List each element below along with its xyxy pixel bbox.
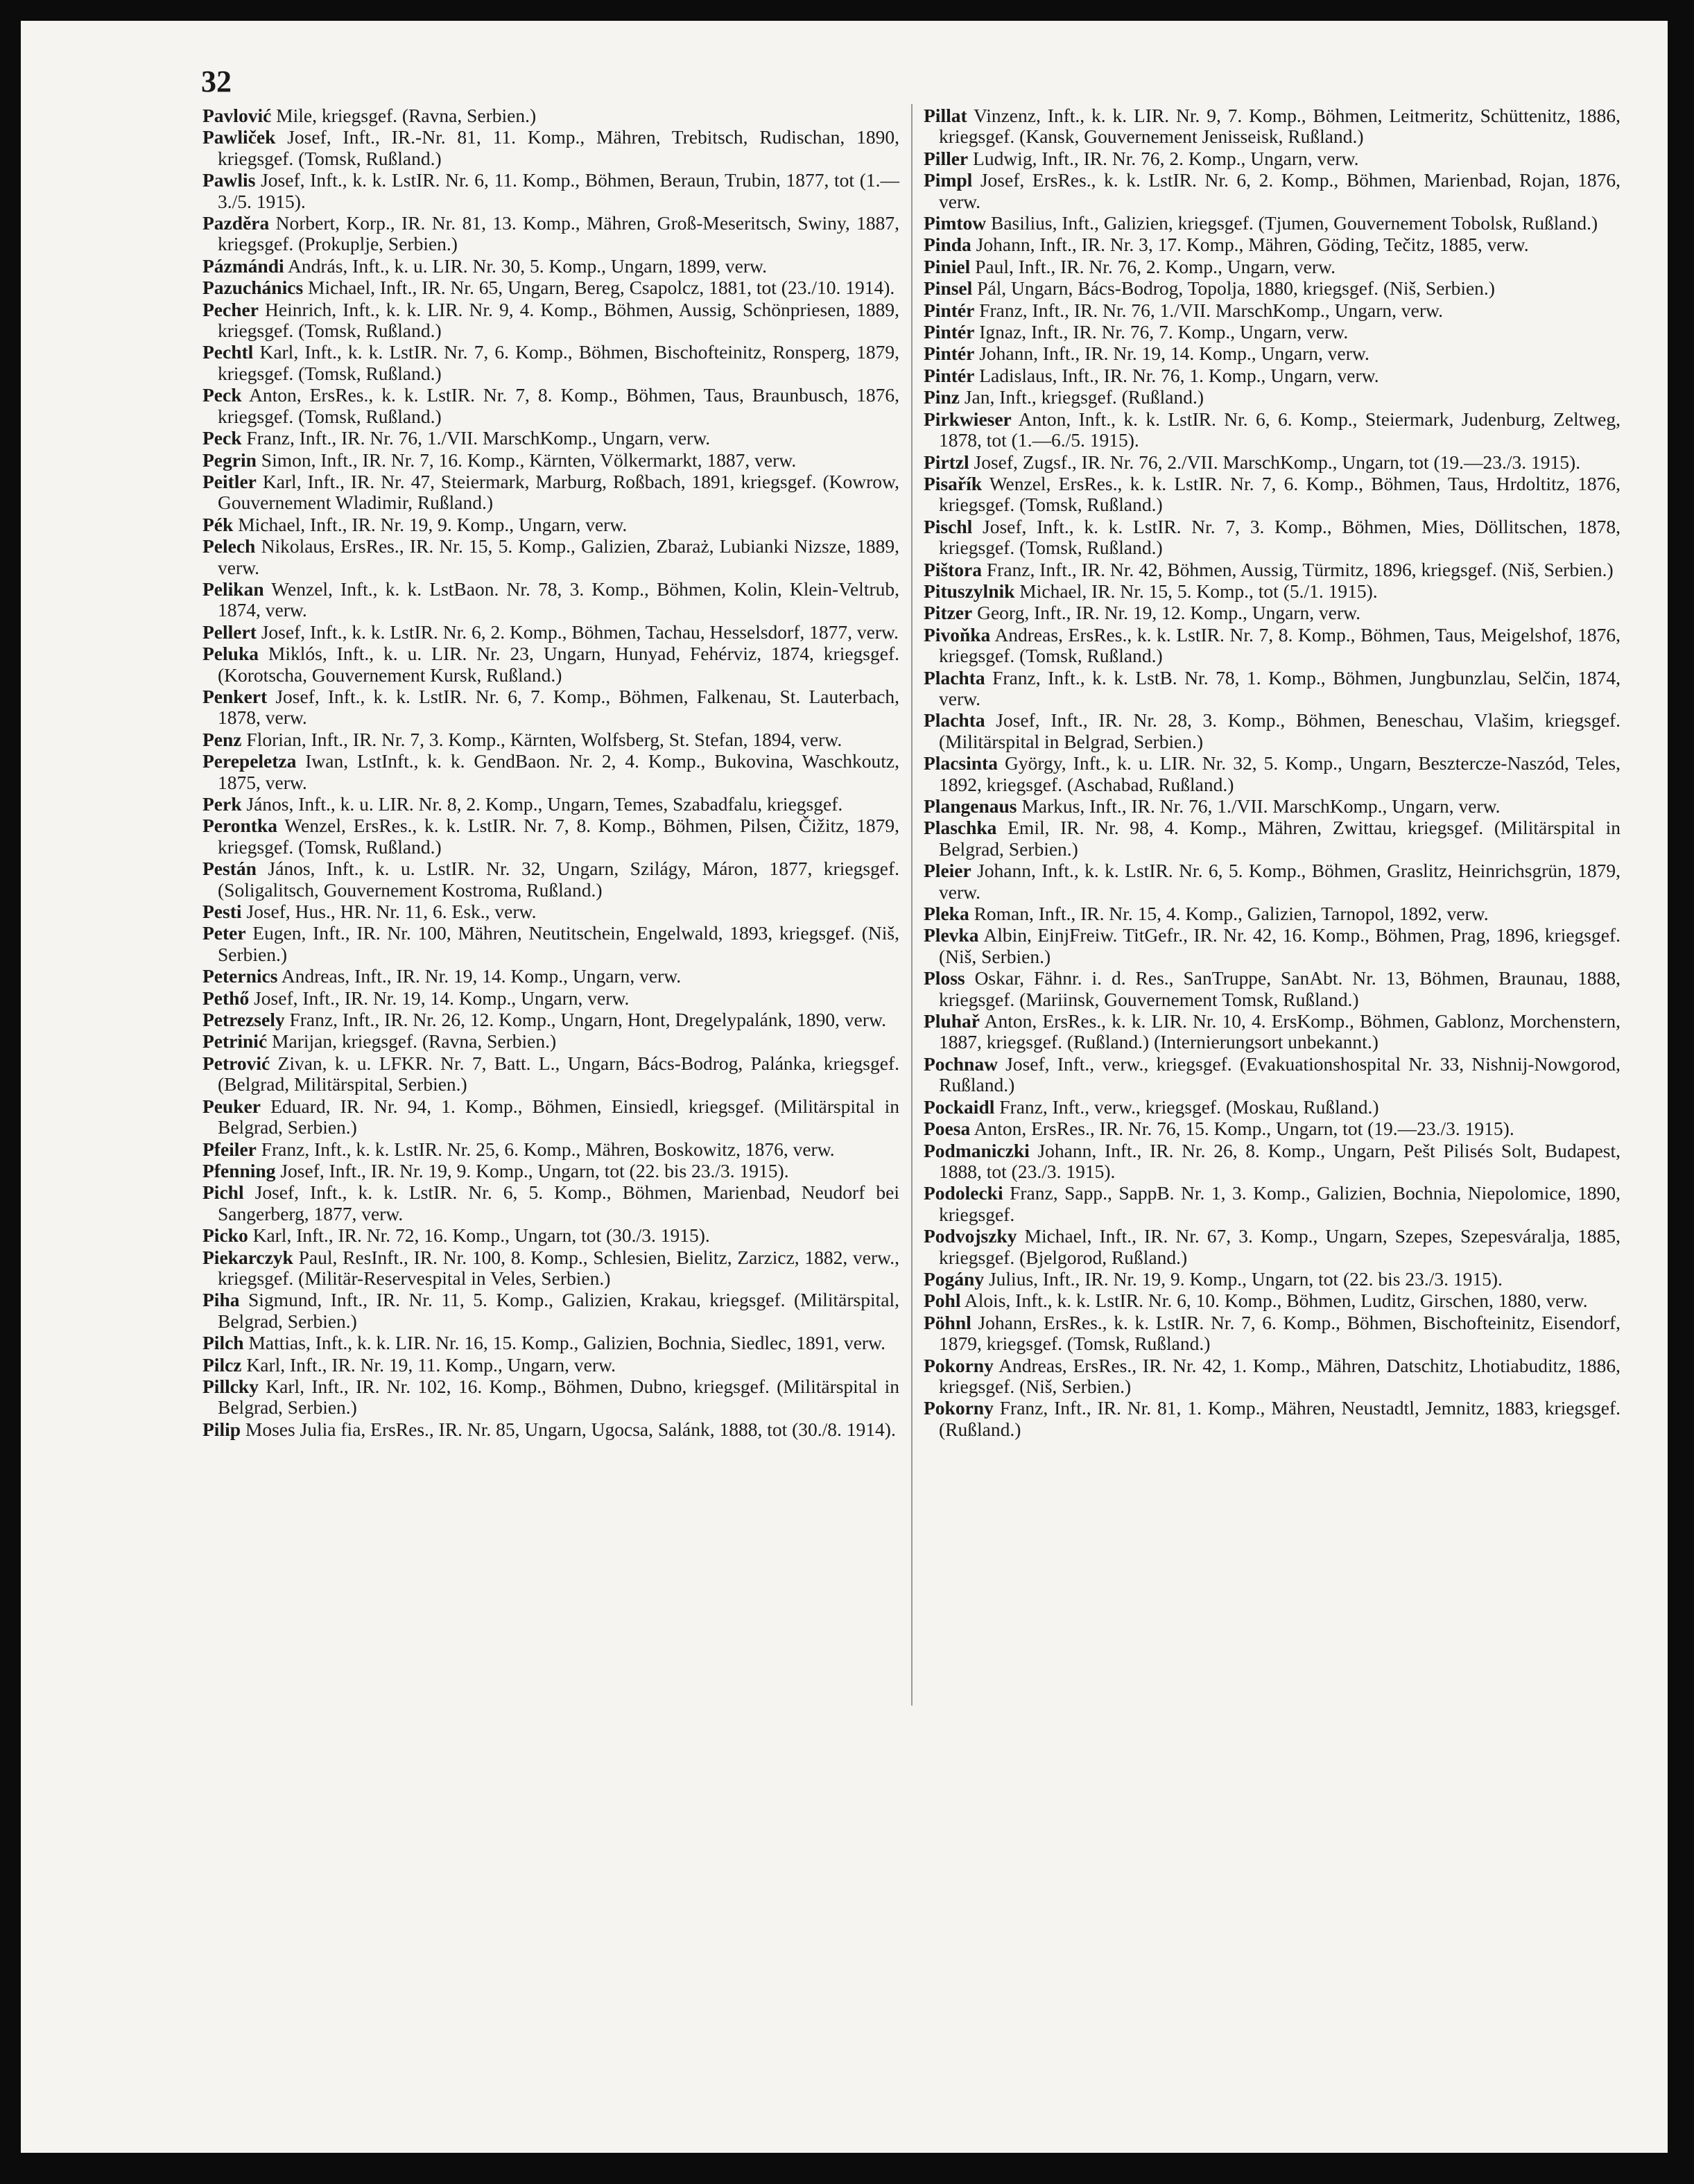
entry-details: Franz, Inft., k. k. LstB. Nr. 78, 1. Komp., Böhmen, Jungbunzlau, Selčin, 1874, verw. <box>939 666 1621 709</box>
list-entry <box>924 387 1620 408</box>
entry-surname: Petrezsely <box>202 1009 285 1031</box>
list-entry <box>924 710 1620 752</box>
list-entry <box>202 256 899 277</box>
entry-details: Josef, Inft., k. k. LstIR. Nr. 7, 3. Komp., Böhmen, Mies, Döllitschen, 1878, kriegsgef. (Tomsk, Rußland.) <box>939 515 1620 559</box>
entry-surname: Pochnaw <box>924 1052 998 1075</box>
entry-surname: Pelikan <box>202 578 264 600</box>
entry-details: Johann, Inft., IR. Nr. 26, 8. Komp., Ungarn, Pešt Pilisés Solt, Budapest, 1888, tot (23./3. 1915). <box>939 1139 1621 1182</box>
entry-surname: Pištora <box>924 558 983 580</box>
entry-surname: Pleier <box>924 860 971 882</box>
entry-details: Franz, Inft., IR. Nr. 81, 1. Komp., Mähren, Neustadtl, Jemnitz, 1883, kriegsgef. (Rußland.) <box>939 1397 1621 1440</box>
entry-details: Johann, Inft., IR. Nr. 3, 17. Komp., Mähren, Göding, Tečitz, 1885, verw. <box>976 234 1529 256</box>
entry-surname: Pellert <box>202 621 257 643</box>
entry-surname: Pazděra <box>202 212 270 234</box>
list-entry <box>202 794 899 815</box>
list-entry <box>924 1312 1620 1355</box>
entry-details: Johann, Inft., IR. Nr. 19, 14. Komp., Ungarn, verw. <box>979 343 1369 365</box>
entry-details: János, Inft., k. u. LstIR. Nr. 32, Ungarn, Szilágy, Máron, 1877, kriegsgef. (Soligalitsch, Gouvernement Kostroma, Rußland.) <box>218 858 900 901</box>
list-entry <box>202 751 899 793</box>
entry-surname: Petrinić <box>202 1030 268 1052</box>
entry-surname: Piha <box>202 1289 240 1311</box>
list-entry <box>924 860 1620 903</box>
entry-surname: Podvojszky <box>924 1225 1017 1247</box>
entry-details: Ludwig, Inft., IR. Nr. 76, 2. Komp., Ungarn, verw. <box>973 147 1359 169</box>
entry-surname: Pirkwieser <box>924 408 1012 430</box>
list-entry <box>924 1097 1620 1118</box>
list-entry <box>924 1398 1620 1440</box>
entry-surname: Pimpl <box>924 169 973 191</box>
entry-surname: Peck <box>202 384 242 406</box>
entry-details: Mattias, Inft., k. k. LIR. Nr. 16, 15. Komp., Galizien, Bochnia, Siedlec, 1891, verw. <box>248 1332 886 1354</box>
entry-details: Markus, Inft., IR. Nr. 76, 1./VII. MarschKomp., Ungarn, verw. <box>1021 795 1501 817</box>
list-entry <box>924 365 1620 386</box>
entry-surname: Pegrin <box>202 449 257 471</box>
entry-details: Josef, Hus., HR. Nr. 11, 6. Esk., verw. <box>246 901 537 923</box>
list-entry <box>202 127 899 169</box>
entry-surname: Pechtl <box>202 341 254 363</box>
entry-details: Georg, Inft., IR. Nr. 19, 12. Komp., Ungarn, verw. <box>977 602 1361 624</box>
entry-details: Johann, Inft., k. k. LstIR. Nr. 6, 5. Komp., Böhmen, Graslitz, Heinrichsgrün, 1879, verw. <box>939 860 1620 903</box>
entry-surname: Perepeletza <box>202 750 297 772</box>
entry-details: Josef, Zugsf., IR. Nr. 76, 2./VII. MarschKomp., Ungarn, tot (19.—23./3. 1915). <box>974 451 1581 473</box>
list-entry <box>924 409 1620 451</box>
entry-details: Oskar, Fähnr. i. d. Res., SanTruppe, SanAbt. Nr. 13, Böhmen, Braunau, 1888, kriegsgef. (Mariinsk, Gouvernement Tomsk, Rußland.) <box>939 967 1620 1010</box>
list-entry <box>202 686 899 729</box>
entry-details: Josef, Inft., verw., kriegsgef. (Evakuationshospital Nr. 33, Nishnij-Nowgorod, Rußland.) <box>939 1052 1620 1096</box>
list-entry <box>924 1269 1620 1290</box>
entry-details: Franz, Sapp., SappB. Nr. 1, 3. Komp., Galizien, Bochnia, Niepolomice, 1890, kriegsgef. <box>939 1182 1620 1225</box>
entry-surname: Penz <box>202 728 242 750</box>
entry-details: Anton, ErsRes., IR. Nr. 76, 15. Komp., Ungarn, tot (19.—23./3. 1915). <box>974 1118 1514 1140</box>
entry-details: Heinrich, Inft., k. k. LIR. Nr. 9, 4. Komp., Böhmen, Aussig, Schönpriesen, 1889, kriegsgef. (Tomsk, Rußland.) <box>218 298 900 342</box>
list-entry <box>924 517 1620 559</box>
list-entry <box>202 622 899 643</box>
list-entry <box>924 925 1620 967</box>
list-entry <box>924 1226 1620 1268</box>
entry-surname: Perk <box>202 793 242 815</box>
entry-surname: Pimtow <box>924 212 987 234</box>
entry-surname: Petrović <box>202 1052 270 1074</box>
list-entry <box>202 858 899 901</box>
list-entry <box>202 428 899 449</box>
entry-details: Paul, Inft., IR. Nr. 76, 2. Komp., Ungarn, verw. <box>975 255 1336 277</box>
list-entry <box>924 474 1620 516</box>
entry-surname: Pawlis <box>202 169 256 191</box>
list-entry <box>924 1183 1620 1225</box>
entry-details: Ladislaus, Inft., IR. Nr. 76, 1. Komp., Ungarn, verw. <box>979 364 1379 386</box>
list-entry <box>202 300 899 342</box>
list-entry <box>202 105 899 126</box>
list-entry <box>202 901 899 922</box>
entry-details: Sigmund, Inft., IR. Nr. 11, 5. Komp., Galizien, Krakau, kriegsgef. (Militärspital, Belgrad, Serbien.) <box>218 1289 899 1332</box>
entry-details: Nikolaus, ErsRes., IR. Nr. 15, 5. Komp., Galizien, Zbaraż, Lubianki Nizsze, 1889, verw. <box>218 535 900 578</box>
list-entry <box>924 668 1620 710</box>
list-entry <box>924 257 1620 277</box>
list-entry <box>924 903 1620 924</box>
entry-details: Anton, ErsRes., k. k. LstIR. Nr. 7, 8. Komp., Böhmen, Taus, Braunbusch, 1876, kriegsgef. (Tomsk, Rußland.) <box>218 384 900 427</box>
entry-details: Andreas, ErsRes., k. k. LstIR. Nr. 7, 8. Komp., Böhmen, Taus, Meigelshof, 1876, kriegsgef. (Tomsk, Rußland.) <box>939 623 1620 667</box>
entry-details: Norbert, Korp., IR. Nr. 81, 13. Komp., Mähren, Groß-Meseritsch, Swiny, 1887, kriegsgef. (Prokuplje, Serbien.) <box>218 212 900 255</box>
list-entry <box>202 643 899 686</box>
entry-details: Josef, Inft., IR. Nr. 19, 9. Komp., Ungarn, tot (22. bis 23./3. 1915). <box>280 1159 789 1181</box>
entry-surname: Plachta <box>924 666 985 688</box>
list-entry <box>924 1141 1620 1183</box>
entry-details: Iwan, LstInft., k. k. GendBaon. Nr. 2, 4. Komp., Bukovina, Waschkoutz, 1875, verw. <box>218 750 899 793</box>
entry-details: Franz, Inft., IR. Nr. 76, 1./VII. MarschKomp., Ungarn, verw. <box>979 299 1443 321</box>
list-entry <box>924 581 1620 602</box>
entry-surname: Peternics <box>202 965 278 987</box>
entry-details: Jan, Inft., kriegsgef. (Rußland.) <box>964 386 1204 408</box>
list-entry <box>924 1118 1620 1139</box>
entry-details: Josef, Inft., k. k. LstIR. Nr. 6, 2. Komp., Böhmen, Tachau, Hesselsdorf, 1877, verw. <box>261 621 899 643</box>
entry-details: Karl, Inft., k. k. LstIR. Nr. 7, 6. Komp., Böhmen, Bischofteinitz, Ronsperg, 1879, kriegsgef. (Tomsk, Rußland.) <box>218 341 899 384</box>
entry-surname: Piniel <box>924 255 971 277</box>
entry-surname: Pintér <box>924 321 975 343</box>
entry-details: János, Inft., k. u. LIR. Nr. 8, 2. Komp., Ungarn, Temes, Szabadfalu, kriegsgef. <box>246 793 843 815</box>
entry-surname: Placsinta <box>924 752 998 774</box>
entry-surname: Pestán <box>202 858 257 880</box>
list-entry <box>202 450 899 471</box>
list-entry <box>202 966 899 987</box>
list-entry <box>202 1053 899 1095</box>
entry-surname: Plachta <box>924 709 985 731</box>
list-entry <box>202 1225 899 1246</box>
entry-surname: Pazuchánics <box>202 277 304 299</box>
entry-details: Johann, ErsRes., k. k. LstIR. Nr. 7, 6. Komp., Böhmen, Bischofteinitz, Eisendorf, 1879, kriegsgef. (Tomsk, Rußland.) <box>939 1311 1621 1355</box>
entry-surname: Pinda <box>924 234 971 256</box>
entry-surname: Pék <box>202 513 234 535</box>
list-entry <box>202 1182 899 1224</box>
entry-surname: Peitler <box>202 470 257 492</box>
left-column <box>202 105 899 1441</box>
entry-details: Franz, Inft., IR. Nr. 76, 1./VII. MarschKomp., Ungarn, verw. <box>246 427 711 449</box>
entry-surname: Plangenaus <box>924 795 1017 817</box>
entry-details: Mile, kriegsgef. (Ravna, Serbien.) <box>276 105 537 126</box>
entry-details: Josef, Inft., IR.-Nr. 81, 11. Komp., Mähren, Trebitsch, Rudischan, 1890, kriegsgef. (Tomsk, Rußland.) <box>218 126 899 169</box>
entry-surname: Pitzer <box>924 602 973 624</box>
entry-surname: Pleka <box>924 903 969 925</box>
list-entry <box>924 234 1620 255</box>
entry-details: Florian, Inft., IR. Nr. 7, 3. Komp., Kärnten, Wolfsberg, St. Stefan, 1894, verw. <box>246 728 842 750</box>
list-entry <box>202 815 899 858</box>
list-entry <box>202 1031 899 1052</box>
entry-details: Karl, Inft., IR. Nr. 72, 16. Komp., Ungarn, tot (30./3. 1915). <box>252 1224 710 1247</box>
entry-surname: Perontka <box>202 815 277 837</box>
entry-details: Josef, Inft., IR. Nr. 28, 3. Komp., Böhmen, Beneschau, Vlašim, kriegsgef. (Militärspital in Belgrad, Serbien.) <box>939 709 1620 752</box>
list-entry <box>924 105 1620 148</box>
entry-details: Franz, Inft., IR. Nr. 42, Böhmen, Aussig, Türmitz, 1896, kriegsgef. (Niš, Serbien.) <box>986 558 1614 580</box>
entry-surname: Pavlović <box>202 105 272 126</box>
entry-surname: Plaschka <box>924 817 997 839</box>
entry-details: Albin, EinjFreiw. TitGefr., IR. Nr. 42, 16. Komp., Böhmen, Prag, 1896, kriegsgef. (Niš, Serbien.) <box>939 924 1620 967</box>
entry-details: Josef, ErsRes., k. k. LstIR. Nr. 6, 2. Komp., Böhmen, Marienbad, Rojan, 1876, verw. <box>939 169 1620 212</box>
list-entry <box>924 278 1620 299</box>
document-page <box>21 21 1668 2153</box>
entry-surname: Podolecki <box>924 1182 1003 1204</box>
list-entry <box>202 1290 899 1332</box>
entry-details: Moses Julia fia, ErsRes., IR. Nr. 85, Ungarn, Ugocsa, Salánk, 1888, tot (30./8. 1914). <box>245 1418 896 1440</box>
list-entry <box>202 1161 899 1181</box>
entry-surname: Pinz <box>924 386 960 408</box>
entry-surname: Pischl <box>924 515 973 537</box>
entry-details: Josef, Inft., k. k. LstIR. Nr. 6, 7. Komp., Böhmen, Falkenau, St. Lauterbach, 1878, verw. <box>218 685 899 729</box>
list-entry <box>202 170 899 212</box>
entry-surname: Pintér <box>924 364 975 386</box>
entry-details: Emil, IR. Nr. 98, 4. Komp., Mähren, Zwittau, kriegsgef. (Militärspital in Belgrad, Serbien.) <box>939 817 1620 860</box>
entry-surname: Ploss <box>924 967 965 989</box>
entry-details: Alois, Inft., k. k. LstIR. Nr. 6, 10. Komp., Böhmen, Luditz, Girschen, 1880, verw. <box>964 1290 1588 1312</box>
list-entry <box>924 753 1620 795</box>
entry-details: Michael, Inft., IR. Nr. 67, 3. Komp., Ungarn, Szepes, Szepesváralja, 1885, kriegsgef. (Bjelgorod, Rußland.) <box>939 1225 1621 1268</box>
entry-surname: Pelech <box>202 535 256 557</box>
list-entry <box>202 1419 899 1440</box>
entry-details: Karl, Inft., IR. Nr. 47, Steiermark, Marburg, Roßbach, 1891, kriegsgef. (Kowrow, Gouvernement Wladimir, Rußland.) <box>218 470 899 514</box>
entry-details: Julius, Inft., IR. Nr. 19, 9. Komp., Ungarn, tot (22. bis 23./3. 1915). <box>988 1267 1503 1290</box>
entry-details: Eduard, IR. Nr. 94, 1. Komp., Böhmen, Einsiedl, kriegsgef. (Militärspital in Belgrad, Serbien.) <box>218 1095 899 1138</box>
list-entry <box>924 213 1620 234</box>
list-entry <box>202 1139 899 1160</box>
entry-surname: Pfeiler <box>202 1138 257 1160</box>
entry-surname: Pintér <box>924 299 975 321</box>
entry-surname: Picko <box>202 1224 248 1247</box>
entry-surname: Peluka <box>202 643 259 665</box>
entry-details: György, Inft., k. u. LIR. Nr. 32, 5. Komp., Ungarn, Beszterczе-Naszód, Teles, 1892, kriegsgef. (Aschabad, Rußland.) <box>939 752 1620 795</box>
entry-surname: Pokorny <box>924 1354 994 1376</box>
list-entry <box>924 148 1620 169</box>
entry-details: Karl, Inft., IR. Nr. 19, 11. Komp., Ungarn, verw. <box>246 1353 616 1376</box>
entry-surname: Pogány <box>924 1267 985 1290</box>
list-entry <box>924 300 1620 321</box>
entry-details: Karl, Inft., IR. Nr. 102, 16. Komp., Böhmen, Dubno, kriegsgef. (Militärspital in Belgrad, Serbien.) <box>218 1375 899 1419</box>
entry-surname: Pluhař <box>924 1010 980 1032</box>
list-entry <box>202 1096 899 1138</box>
entry-surname: Pethő <box>202 987 250 1009</box>
entry-surname: Pirtzl <box>924 451 969 473</box>
entry-details: Paul, ResInft., IR. Nr. 100, 8. Komp., Schlesien, Bielitz, Zarzicz, 1882, verw., kriegsgef. (Militär-Reservespital in Veles, Serbien.) <box>218 1246 899 1289</box>
entry-details: Zivan, k. u. LFKR. Nr. 7, Batt. L., Ungarn, Bács-Bodrog, Palánka, kriegsgef. (Belgrad, Militärspital, Serbien.) <box>218 1052 900 1095</box>
entry-details: Michael, Inft., IR. Nr. 19, 9. Komp., Ungarn, verw. <box>238 513 628 535</box>
entry-details: Andreas, Inft., IR. Nr. 19, 14. Komp., Ungarn, verw. <box>281 965 682 987</box>
entry-details: Vinzenz, Inft., k. k. LIR. Nr. 9, 7. Komp., Böhmen, Leitmeritz, Schüttenitz, 1886, kriegsgef. (Kansk, Gouvernement Jenisseisk, Rußland.) <box>939 105 1620 148</box>
entry-surname: Pázmándi <box>202 254 284 277</box>
list-entry <box>202 1376 899 1419</box>
entry-surname: Pesti <box>202 901 242 923</box>
list-entry <box>202 213 899 255</box>
entry-surname: Peck <box>202 427 242 449</box>
list-entry <box>924 452 1620 473</box>
list-entry <box>202 1333 899 1353</box>
entry-surname: Pilip <box>202 1418 241 1440</box>
entry-surname: Pilch <box>202 1332 244 1354</box>
entry-details: Wenzel, Inft., k. k. LstBaon. Nr. 78, 3. Komp., Böhmen, Kolin, Klein-Veltrub, 1874, verw. <box>218 578 899 621</box>
list-entry <box>202 1009 899 1030</box>
entry-details: Wenzel, ErsRes., k. k. LstIR. Nr. 7, 8. Komp., Böhmen, Pilsen, Čižitz, 1879, kriegsgef. (Tomsk, Rußland.) <box>218 815 900 858</box>
entry-details: Josef, Inft., k. k. LstIR. Nr. 6, 11. Komp., Böhmen, Beraun, Trubin, 1877, tot (1.—3./5. 1915). <box>218 169 900 212</box>
list-entry <box>202 923 899 965</box>
entry-surname: Pintér <box>924 343 975 365</box>
entry-surname: Poesa <box>924 1118 971 1140</box>
entry-surname: Plevka <box>924 924 979 946</box>
entry-surname: Pockaidl <box>924 1095 995 1118</box>
list-entry <box>202 385 899 427</box>
entry-details: András, Inft., k. u. LIR. Nr. 30, 5. Komp., Ungarn, 1899, verw. <box>288 254 767 277</box>
entry-details: Michael, Inft., IR. Nr. 65, Ungarn, Bereg, Csapolcz, 1881, tot (23./10. 1914). <box>308 277 895 299</box>
entry-surname: Piller <box>924 147 969 169</box>
list-entry <box>924 603 1620 623</box>
entry-details: Wenzel, ErsRes., k. k. LstIR. Nr. 7, 6. Komp., Böhmen, Taus, Hrdoltitz, 1876, kriegsgef. (Tomsk, Rußland.) <box>939 472 1620 516</box>
entry-surname: Peter <box>202 922 246 944</box>
column-divider <box>911 104 913 1706</box>
entry-details: Roman, Inft., IR. Nr. 15, 4. Komp., Galizien, Tarnopol, 1892, verw. <box>974 903 1489 925</box>
entry-surname: Pisařík <box>924 472 983 494</box>
list-entry <box>924 560 1620 580</box>
entry-surname: Pichl <box>202 1181 244 1204</box>
entry-details: Michael, IR. Nr. 15, 5. Komp., tot (5./1. 1915). <box>1019 580 1378 602</box>
entry-details: Marijan, kriegsgef. (Ravna, Serbien.) <box>272 1030 557 1052</box>
entry-details: Franz, Inft., verw., kriegsgef. (Moskau, Rußland.) <box>999 1095 1379 1118</box>
entry-surname: Pfenning <box>202 1159 276 1181</box>
entry-surname: Podmaniczki <box>924 1139 1030 1161</box>
entry-surname: Pillcky <box>202 1375 259 1397</box>
list-entry <box>202 1247 899 1290</box>
list-entry <box>924 625 1620 667</box>
list-entry <box>924 796 1620 817</box>
entry-surname: Pohl <box>924 1290 961 1312</box>
list-entry <box>202 536 899 578</box>
list-entry <box>924 343 1620 364</box>
right-column <box>924 105 1620 1441</box>
entry-surname: Pivoňka <box>924 623 991 645</box>
entry-details: Miklós, Inft., k. u. LIR. Nr. 23, Ungarn, Hunyad, Fehérviz, 1874, kriegsgef. (Korotscha, Gouvernement Kursk, Rußland.) <box>218 643 900 686</box>
entry-surname: Pillat <box>924 105 967 126</box>
list-entry <box>202 277 899 298</box>
entry-details: Anton, Inft., k. k. LstIR. Nr. 6, 6. Komp., Steiermark, Judenburg, Zeltweg, 1878, tot (1.—6./5. 1915). <box>939 408 1620 451</box>
entry-details: Anton, ErsRes., k. k. LIR. Nr. 10, 4. ErsKomp., Böhmen, Gablonz, Morchenstern, 1887, kriegsgef. (Rußland.) (Internierungsort unbekannt.) <box>939 1010 1620 1053</box>
list-entry <box>924 1054 1620 1096</box>
entry-surname: Piekarczyk <box>202 1246 293 1268</box>
entry-details: Ignaz, Inft., IR. Nr. 76, 7. Komp., Ungarn, verw. <box>979 321 1349 343</box>
list-entry <box>202 988 899 1009</box>
list-entry <box>924 1011 1620 1053</box>
list-entry <box>924 817 1620 860</box>
entry-details: Josef, Inft., IR. Nr. 19, 14. Komp., Ungarn, verw. <box>254 987 630 1009</box>
entry-surname: Pokorny <box>924 1397 994 1419</box>
list-entry <box>924 1355 1620 1398</box>
list-entry <box>202 471 899 514</box>
list-entry <box>924 322 1620 343</box>
entry-details: Simon, Inft., IR. Nr. 7, 16. Komp., Kärnten, Völkermarkt, 1887, verw. <box>261 449 797 471</box>
entry-surname: Pilcz <box>202 1353 242 1376</box>
entry-details: Josef, Inft., k. k. LstIR. Nr. 6, 5. Komp., Böhmen, Marienbad, Neudorf bei Sangerberg, 1877, verw. <box>218 1181 899 1224</box>
list-entry <box>202 342 899 384</box>
entry-surname: Pöhnl <box>924 1311 971 1333</box>
entry-surname: Peuker <box>202 1095 261 1117</box>
entry-details: Pál, Ungarn, Bács-Bodrog, Topolja, 1880, kriegsgef. (Niš, Serbien.) <box>977 277 1495 300</box>
list-entry <box>924 170 1620 212</box>
entry-details: Basilius, Inft., Galizien, kriegsgef. (Tjumen, Gouvernement Tobolsk, Rußland.) <box>991 212 1598 234</box>
list-entry <box>924 968 1620 1010</box>
entry-details: Eugen, Inft., IR. Nr. 100, Mähren, Neutitschein, Engelwald, 1893, kriegsgef. (Niš, Serbien.) <box>218 922 899 965</box>
entry-surname: Pinsel <box>924 277 973 300</box>
list-entry <box>924 1290 1620 1311</box>
list-entry <box>202 579 899 621</box>
entry-surname: Pawliček <box>202 126 276 148</box>
entry-details: Franz, Inft., IR. Nr. 26, 12. Komp., Ungarn, Hont, Dregelypalánk, 1890, verw. <box>289 1009 886 1031</box>
list-entry <box>202 729 899 750</box>
entry-surname: Pecher <box>202 298 259 320</box>
entry-surname: Pituszylnik <box>924 580 1015 602</box>
entry-details: Franz, Inft., k. k. LstIR. Nr. 25, 6. Komp., Mähren, Boskowitz, 1876, verw. <box>261 1138 835 1160</box>
list-entry <box>202 514 899 535</box>
entry-surname: Penkert <box>202 685 268 707</box>
entry-details: Andreas, ErsRes., IR. Nr. 42, 1. Komp., Mähren, Datschitz, Lhotiabuditz, 1886, kriegsgef. (Niš, Serbien.) <box>939 1354 1621 1397</box>
list-entry <box>202 1355 899 1376</box>
page-number: 32 <box>201 64 232 98</box>
